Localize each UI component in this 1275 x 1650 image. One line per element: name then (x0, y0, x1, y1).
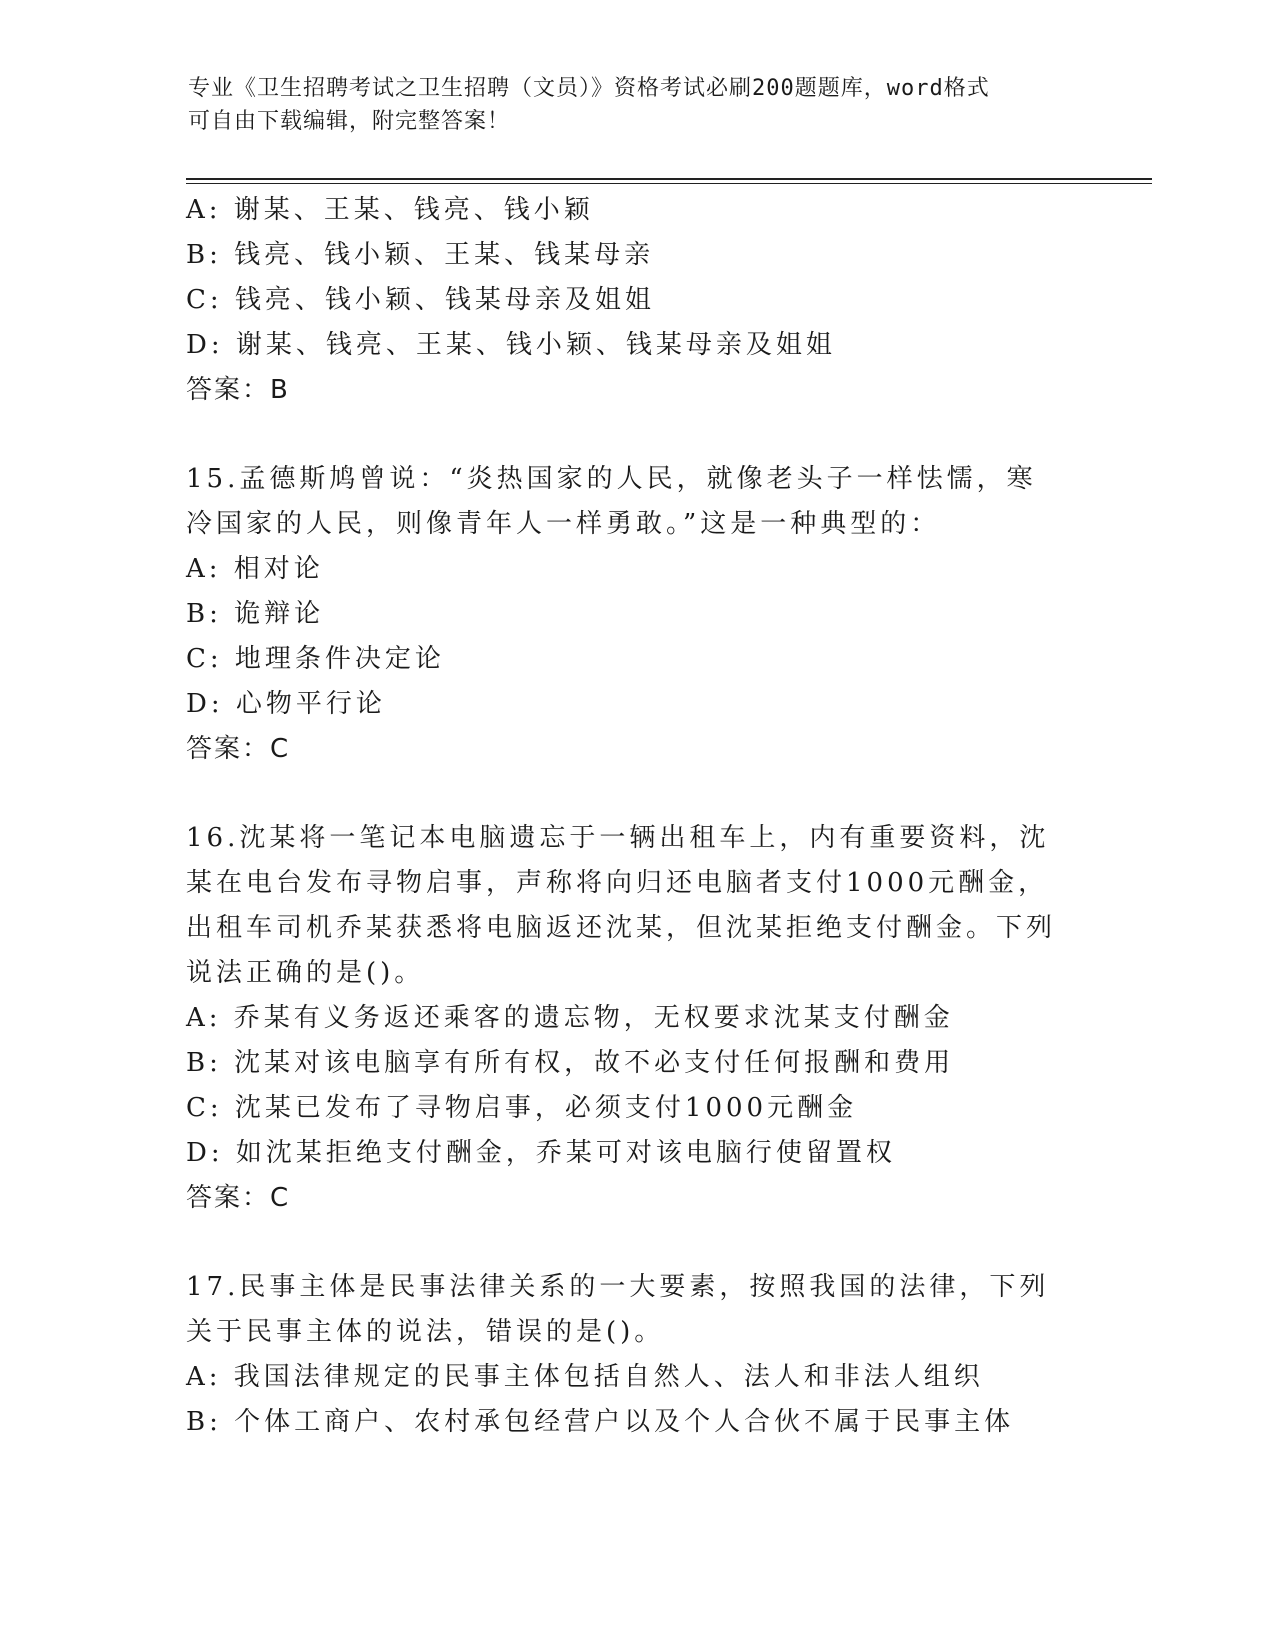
option-a: A: 谢某、王某、钱亮、钱小颖 (186, 195, 594, 225)
answer: 答案：B (186, 375, 290, 405)
option-b: B: 个体工商户、农村承包经营户以及个人合伙不属于民事主体 (186, 1407, 1015, 1437)
option-c: C: 沈某已发布了寻物启事，必须支付1000元酬金 (186, 1093, 858, 1123)
question-14 (186, 188, 1086, 413)
option-c: C: 钱亮、钱小颖、钱某母亲及姐姐 (186, 285, 655, 315)
document-header (188, 72, 1068, 138)
answer: 答案：C (186, 734, 291, 764)
question-list (186, 188, 1086, 1445)
question-15 (186, 457, 1086, 772)
question-16 (186, 816, 1086, 1221)
answer: 答案：C (186, 1183, 291, 1213)
spacer (186, 772, 1086, 816)
header-divider (186, 178, 1152, 184)
spacer (186, 413, 1086, 457)
option-d: D: 如沈某拒绝支付酬金，乔某可对该电脑行使留置权 (186, 1138, 896, 1168)
option-b: B: 钱亮、钱小颖、王某、钱某母亲 (186, 240, 655, 270)
option-a: A: 乔某有义务返还乘客的遗忘物，无权要求沈某支付酬金 (186, 1003, 954, 1033)
option-d: D: 谢某、钱亮、王某、钱小颖、钱某母亲及姐姐 (186, 330, 836, 360)
question-stem: 16.沈某将一笔记本电脑遗忘于一辆出租车上，内有重要资料，沈某在电台发布寻物启事，声称将向归还电脑者支付1000元酬金，出租车司机乔某获悉将电脑返还沈某，但沈某拒绝支付酬金。下列说法正确的是()。 (186, 823, 1057, 988)
question-stem: 17.民事主体是民事法律关系的一大要素，按照我国的法律，下列关于民事主体的说法，错误的是()。 (186, 1272, 1050, 1347)
question-17 (186, 1265, 1086, 1445)
option-d: D: 心物平行论 (186, 689, 386, 719)
header-title-line1: 专业《卫生招聘考试之卫生招聘（文员）》资格考试必刷200题题库，word格式 (188, 76, 990, 101)
header-title-line2: 可自由下载编辑，附完整答案！ (188, 109, 511, 134)
question-stem: 15.孟德斯鸠曾说：“炎热国家的人民，就像老头子一样怯懦，寒冷国家的人民，则像青年人一样勇敢。”这是一种典型的： (186, 464, 1037, 539)
option-b: B: 诡辩论 (186, 599, 325, 629)
option-c: C: 地理条件决定论 (186, 644, 445, 674)
option-a: A: 相对论 (186, 554, 324, 584)
spacer (186, 1221, 1086, 1265)
option-a: A: 我国法律规定的民事主体包括自然人、法人和非法人组织 (186, 1362, 984, 1392)
option-b: B: 沈某对该电脑享有所有权，故不必支付任何报酬和费用 (186, 1048, 955, 1078)
